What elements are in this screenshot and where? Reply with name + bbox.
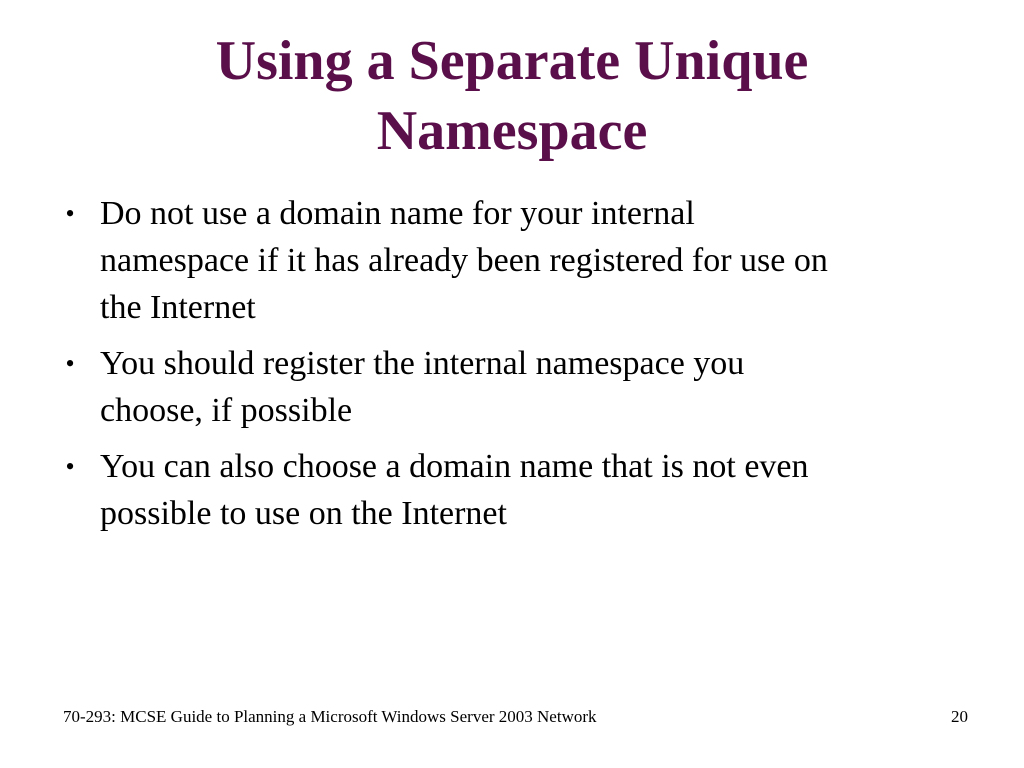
- bullet-line: Do not use a domain name for your internal: [100, 195, 695, 232]
- bullet-line: namespace if it has already been registered for use on: [100, 242, 828, 279]
- page-number: 20: [951, 707, 968, 726]
- footer-course-title: 70-293: MCSE Guide to Planning a Microsoft Windows Server 2003 Network: [63, 707, 597, 726]
- bullet-list: [58, 190, 958, 546]
- bullet-marker: •: [65, 199, 75, 228]
- bullet-item: [58, 190, 958, 331]
- slide-title: [0, 26, 1024, 166]
- bullet-marker: •: [65, 452, 75, 481]
- bullet-line: possible to use on the Internet: [100, 495, 507, 532]
- bullet-item: [58, 340, 958, 434]
- bullet-line: You can also choose a domain name that is not even: [100, 448, 809, 485]
- slide-title-line-1: Using a Separate Unique: [215, 30, 809, 92]
- bullet-marker: •: [65, 349, 75, 378]
- bullet-line: You should register the internal namespace you: [100, 345, 745, 382]
- bullet-item: [58, 443, 958, 537]
- bullet-line: choose, if possible: [100, 392, 353, 429]
- bullet-line: the Internet: [100, 289, 256, 326]
- slide-title-line-2: Namespace: [376, 100, 648, 162]
